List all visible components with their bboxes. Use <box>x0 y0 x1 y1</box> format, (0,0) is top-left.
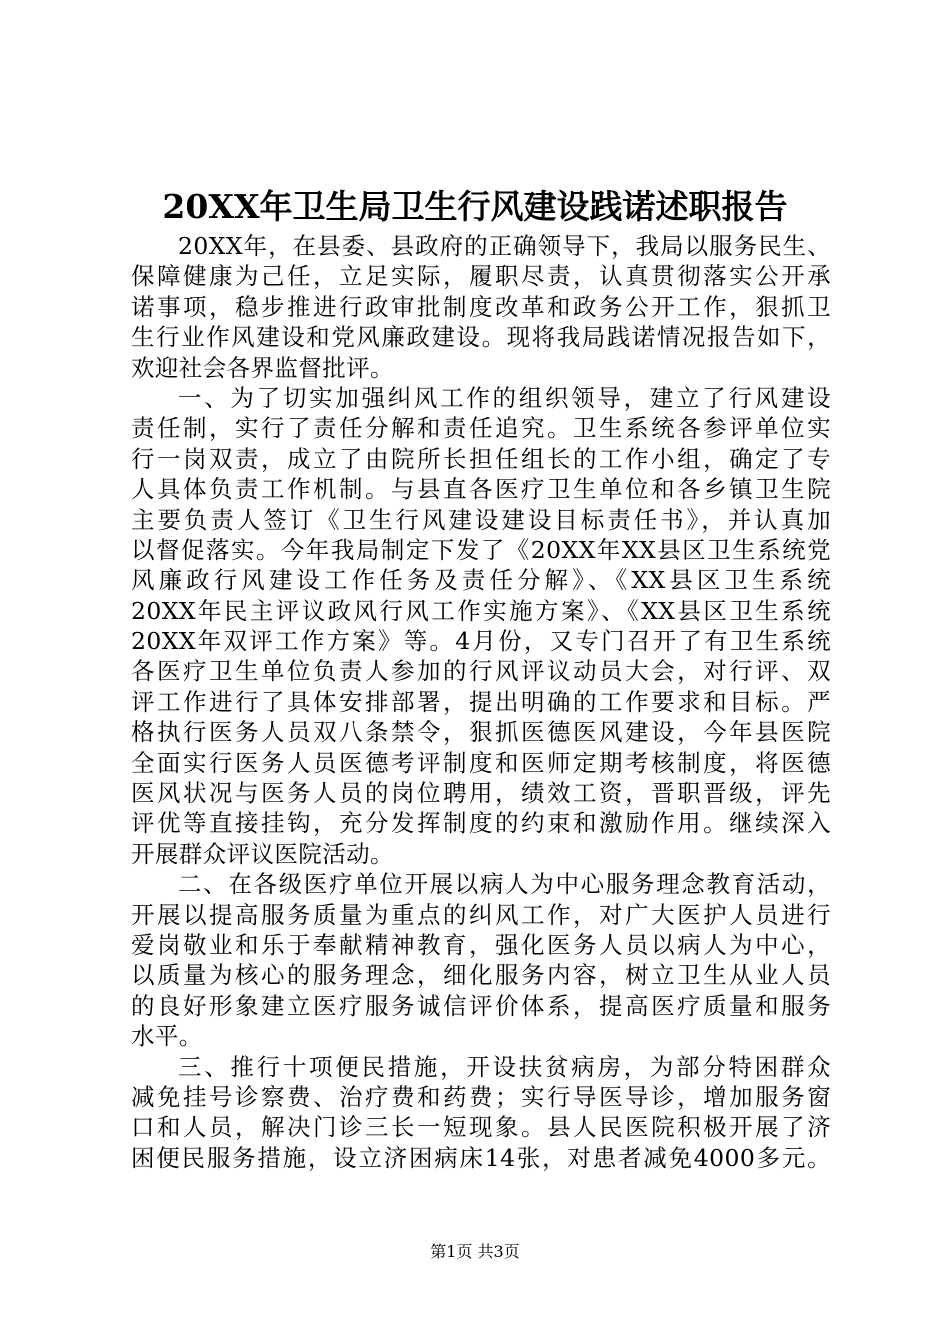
text-line: 困便民服务措施，设立济困病床14张，对患者减免4000多元。 <box>131 1143 831 1172</box>
text-line: 的良好形象建立医疗服务诚信评价体系，提高医疗质量和服务 <box>131 991 831 1020</box>
text-line: 20XX年民主评议政风行风工作实施方案》、《XX县区卫生系统 <box>131 596 831 625</box>
text-line: 二、在各级医疗单位开展以病人为中心服务理念教育活动， <box>178 870 831 899</box>
text-line: 格执行医务人员双八条禁令，狠抓医德医风建设，今年县医院 <box>131 718 831 747</box>
text-line: 20XX年，在县委、县政府的正确领导下，我局以服务民生、 <box>178 232 831 260</box>
document-body <box>131 231 831 1173</box>
text-line: 行一岗双责，成立了由院所长担任组长的工作小组，确定了专 <box>131 444 831 473</box>
text-line: 以质量为核心的服务理念，细化服务内容，树立卫生从业人员 <box>131 961 831 990</box>
paragraph-section-3 <box>131 1052 831 1174</box>
text-line: 保障健康为己任，立足实际，履职尽责，认真贯彻落实公开承 <box>131 262 831 291</box>
text-line: 20XX年双评工作方案》等。4月份，又专门召开了有卫生系统 <box>131 627 831 656</box>
text-line: 三、推行十项便民措施，开设扶贫病房，为部分特困群众 <box>178 1052 831 1081</box>
text-line: 主要负责人签订《卫生行风建设建设目标责任书》，并认真加 <box>131 505 831 534</box>
page-footer: 第1页 共3页 <box>430 1242 520 1261</box>
paragraph-section-1 <box>131 383 831 869</box>
paragraph-intro <box>131 231 831 383</box>
document-title: 20XX年卫生局卫生行风建设践诺述职报告 <box>162 187 788 226</box>
text-line: 开展以提高服务质量为重点的纠风工作，对广大医护人员进行 <box>131 900 831 929</box>
text-line: 医风状况与医务人员的岗位聘用，绩效工资，晋职晋级，评先 <box>131 779 831 808</box>
text-line: 水平。 <box>131 1022 203 1051</box>
text-line: 人具体负责工作机制。与县直各医疗卫生单位和各乡镇卫生院 <box>131 475 831 504</box>
text-line: 欢迎社会各界监督批评。 <box>131 353 394 382</box>
text-line: 评优等直接挂钩，充分发挥制度的约束和激励作用。继续深入 <box>131 809 831 838</box>
text-line: 各医疗卫生单位负责人参加的行风评议动员大会，对行评、双 <box>131 657 831 686</box>
text-line: 评工作进行了具体安排部署，提出明确的工作要求和目标。严 <box>131 687 831 716</box>
text-line: 一、为了切实加强纠风工作的组织领导，建立了行风建设 <box>178 383 831 412</box>
text-line: 生行业作风建设和党风廉政建设。现将我局践诺情况报告如下， <box>131 323 831 352</box>
paragraph-section-2 <box>131 869 831 1051</box>
text-line: 风廉政行风建设工作任务及责任分解》、《XX县区卫生系统 <box>131 566 831 595</box>
text-line: 开展群众评议医院活动。 <box>131 839 394 868</box>
text-line: 责任制，实行了责任分解和责任追究。卫生系统各参评单位实 <box>131 414 831 443</box>
text-line: 爱岗敬业和乐于奉献精神教育，强化医务人员以病人为中心， <box>131 930 831 959</box>
text-line: 口和人员，解决门诊三长一短现象。县人民医院积极开展了济 <box>131 1113 831 1142</box>
text-line: 全面实行医务人员医德考评制度和医师定期考核制度，将医德 <box>131 748 831 777</box>
text-line: 减免挂号诊察费、治疗费和药费；实行导医导诊，增加服务窗 <box>131 1082 831 1111</box>
text-line: 以督促落实。今年我局制定下发了《20XX年XX县区卫生系统党 <box>131 535 831 564</box>
text-line: 诺事项，稳步推进行政审批制度改革和政务公开工作，狠抓卫 <box>131 292 831 321</box>
